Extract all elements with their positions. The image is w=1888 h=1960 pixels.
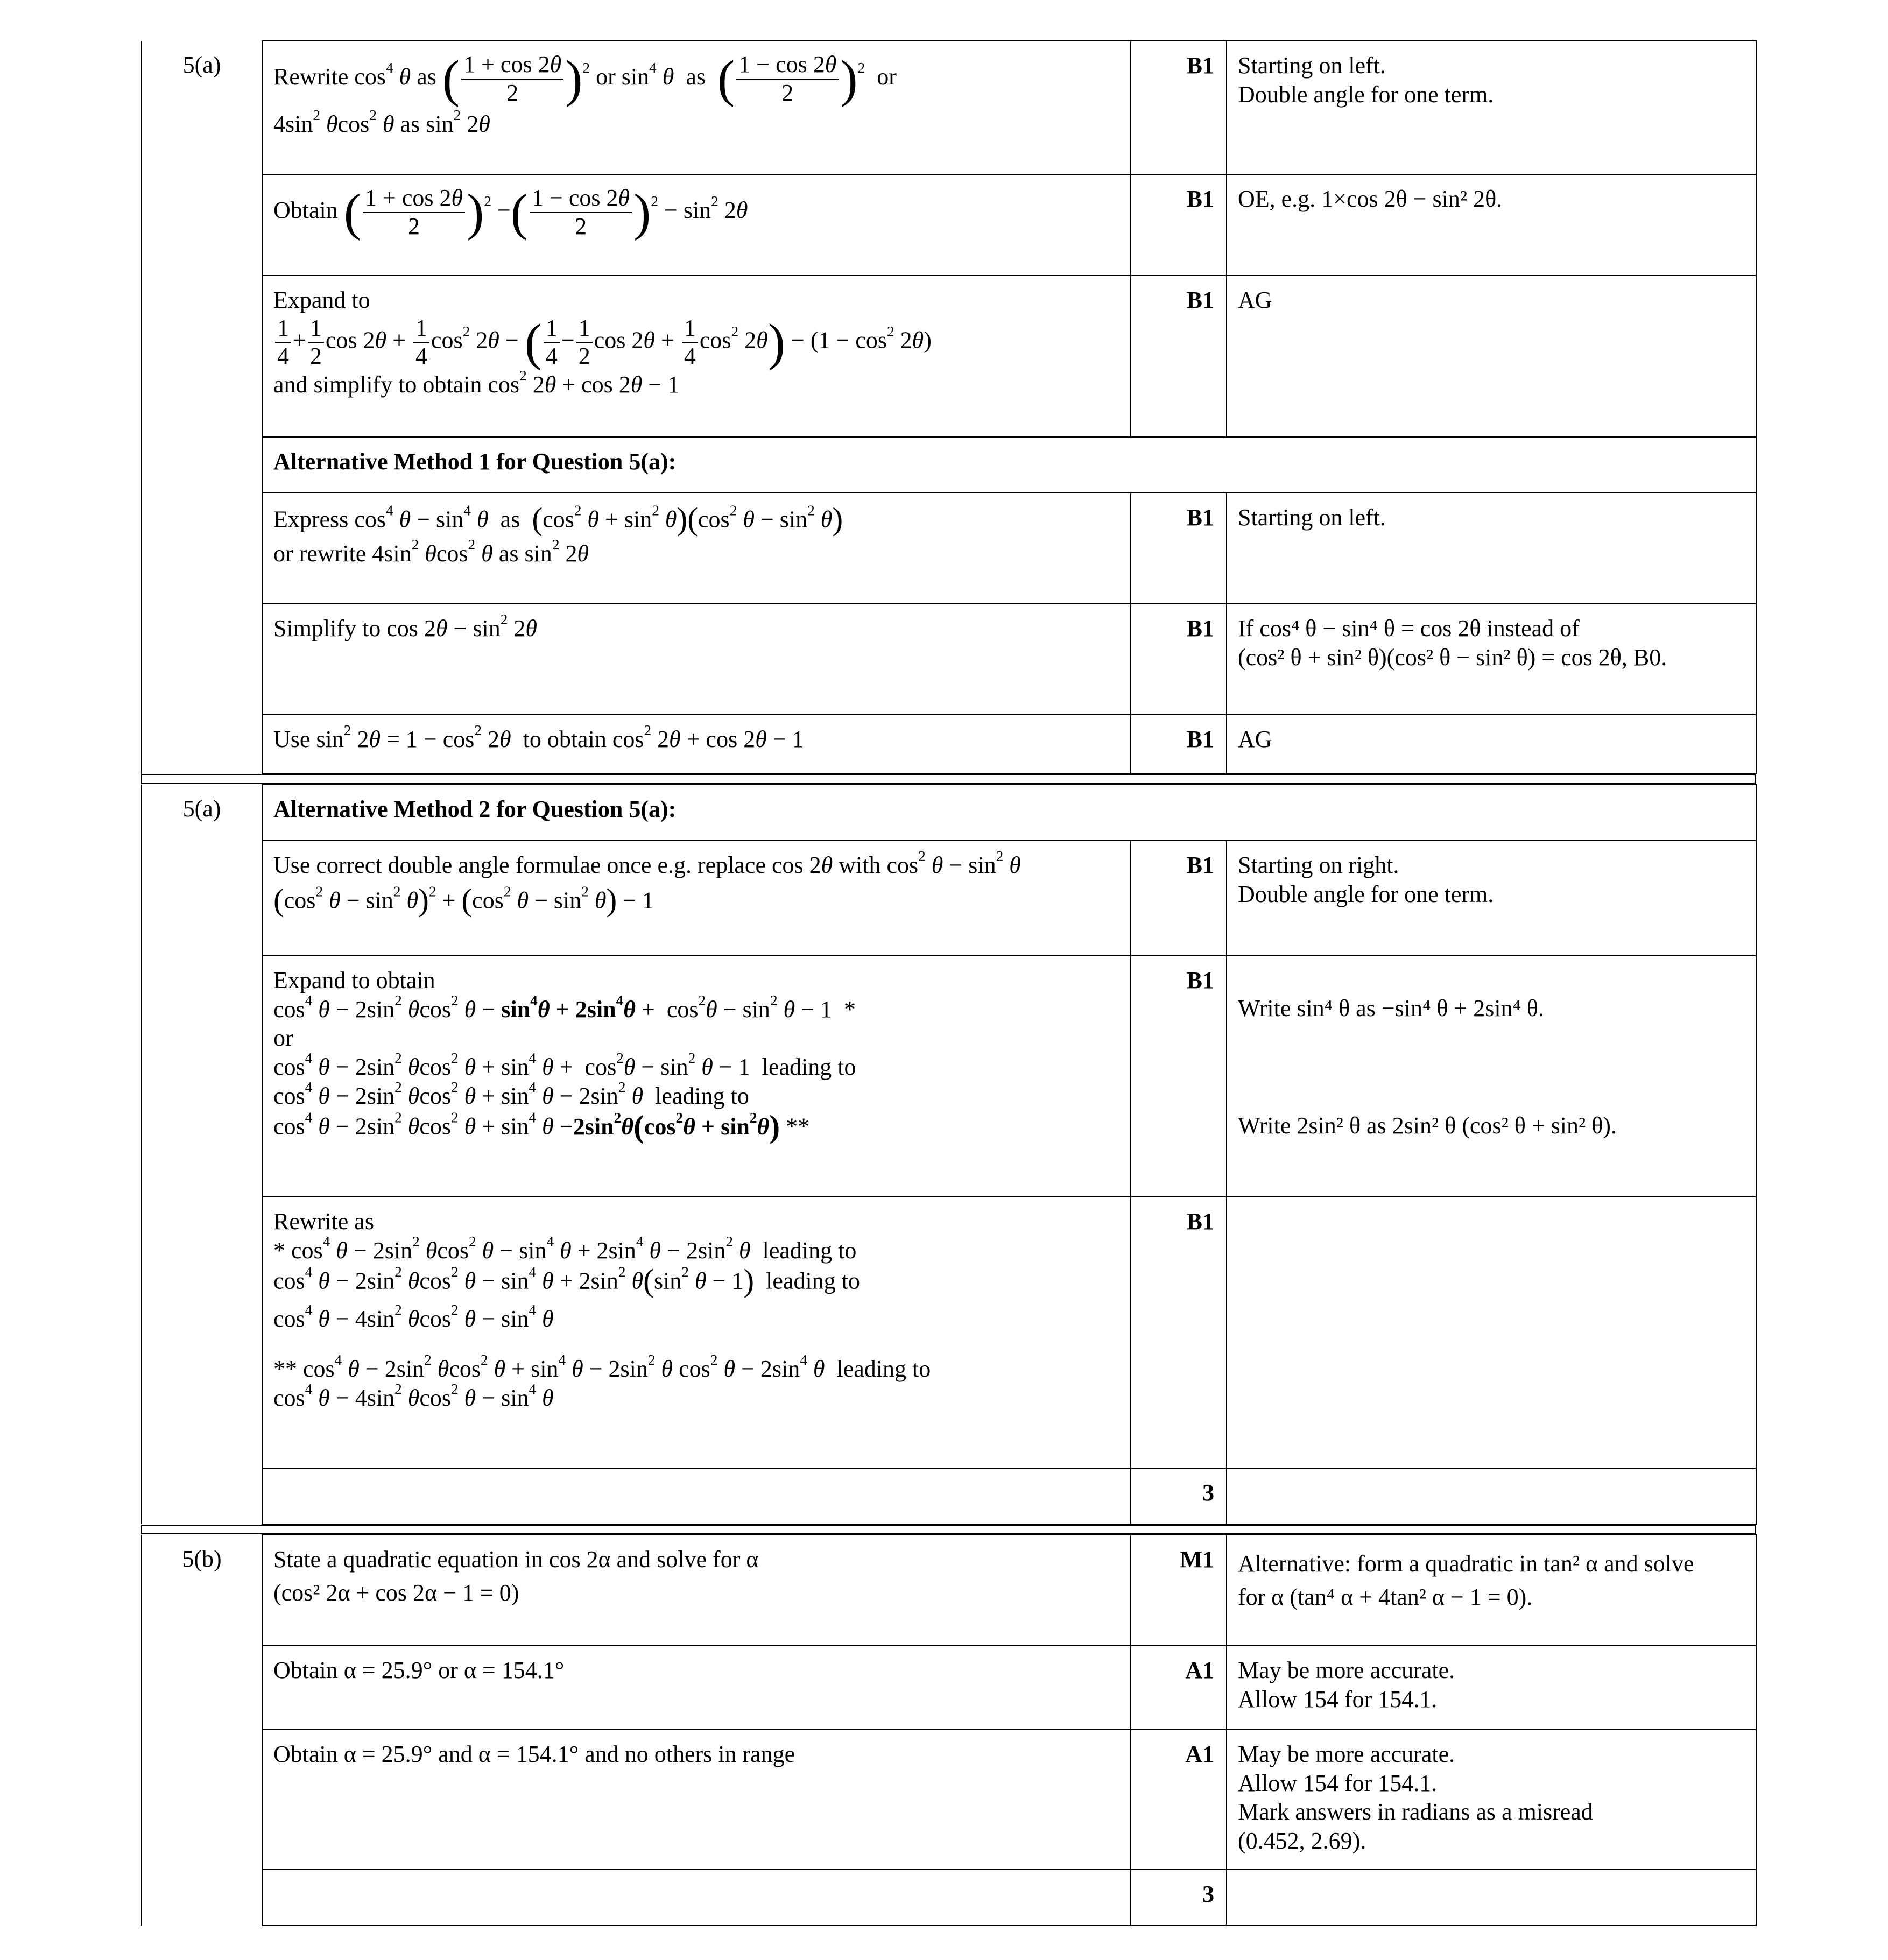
mark-code: B1: [1131, 41, 1227, 174]
total-marks: 3: [1131, 1468, 1227, 1524]
answer-cell: Obtain α = 25.9° or α = 154.1°: [262, 1646, 1131, 1730]
answer-cell: Rewrite as * $\cos^4 \theta - 2\sin^2$ θcos$^2$ $\theta - \sin^4 \theta + 2\sin^4$ $\theta - 2\sin^2$ θ leading to $\cos^4 \theta - 2\sin^2$ θcos$^2$ $\theta - \sin^4 \theta + 2\sin^2$ $\theta(\sin^2$ θ − 1) leading to $\cos^4 \theta - 4\sin^2$ θcos$^2$ $\theta - \sin^4 \theta$ ** $\cos^4 \theta - 2\sin^2$ θcos$^2$ $\theta + \sin^4 \theta - 2\sin^2$ θ $\cos^2 \theta - 2\sin^4$ θ leading to $\cos^4 \theta - 4\sin^2$ θcos$^2$ $\theta - \sin^4 \theta$: [262, 1197, 1131, 1468]
alternative-method-heading: Alternative Method 1 for Question 5(a):: [262, 437, 1756, 493]
mark-code: A1: [1131, 1730, 1227, 1870]
answer-cell: Expand to $\frac{1}{4}$ + $\frac{1}{2}$ cos 2θ + $\frac{1}{4}$ $\cos^2 2\theta$ − ( $\frac{1}{4}$ − $\frac{1}{2}$ cos 2θ + $\frac{1}{4}$ $\cos^2 2\theta) - (1 - \cos^2 2\theta)$ and simplify to obtain $\cos^2 2\theta + \cos 2\theta - 1$: [262, 276, 1131, 437]
guidance-cell: Starting on left. Double angle for one term.: [1227, 41, 1756, 174]
table-row: [142, 1468, 1756, 1524]
guidance-cell: Write sin⁴ θ as −sin⁴ θ + 2sin⁴ θ. Write 2sin² θ as 2sin² θ (cos² θ + sin² θ).: [1227, 956, 1756, 1197]
answer-cell: Obtain ( $\frac{1 + \cos 2\theta}{2}$ )$^2$ −( $\frac{1 - \cos 2\theta}{2}$ )$^2 - \sin^2 2\theta$: [262, 174, 1131, 276]
question-number: 5(a): [142, 41, 262, 774]
answer-cell: Expand to obtain $\cos^4 \theta - 2\sin^2$ θcos$^2$ $\theta - \sin^4\theta + 2\sin^4\theta + \cos^2\theta - \sin^2 \theta - 1$ * or $\cos^4 \theta - 2\sin^2$ θcos$^2$ $\theta + \sin^4 \theta + \cos^2\theta - \sin^2 \theta - 1$ leading to $\cos^4 \theta - 2\sin^2$ θcos$^2$ $\theta + \sin^4 \theta - 2\sin^2$ θ leading to $\cos^4 \theta - 2\sin^2$ θcos$^2$ $\theta + \sin^4 \theta -2\sin^2\theta(\cos^2\theta + \sin^2\theta)$ **: [262, 956, 1131, 1197]
answer-cell: Rewrite $\cos^4 \theta$ as ( $\frac{1 + \cos 2\theta}{2}$ )$^2$ or $\sin^4 \theta$ as ( $\frac{1 - \cos 2\theta}{2}$ )$^2$ or $4\sin^2$ θcos$^2$ θ as $\sin^2 2\theta$: [262, 41, 1131, 174]
table-row: [142, 604, 1756, 715]
guidance-cell: AG: [1227, 715, 1756, 774]
guidance-cell: Alternative: form a quadratic in tan² α and solve for α (tan⁴ α + 4tan² α − 1 = 0).: [1227, 1535, 1756, 1646]
mark-code: B1: [1131, 276, 1227, 437]
table-row: [142, 1646, 1756, 1730]
guidance-cell: Starting on right. Double angle for one term.: [1227, 841, 1756, 956]
section-divider: [141, 1525, 1756, 1534]
table-row: [142, 1535, 1756, 1646]
question-number: 5(a): [142, 785, 262, 1524]
table-row: [142, 785, 1756, 841]
guidance-cell: AG: [1227, 276, 1756, 437]
mark-code: B1: [1131, 174, 1227, 276]
table-row: [142, 1870, 1756, 1926]
table-row: [142, 493, 1756, 604]
table-row: [142, 437, 1756, 493]
table-row: [142, 841, 1756, 956]
guidance-cell: If cos⁴ θ − sin⁴ θ = cos 2θ instead of (cos² θ + sin² θ)(cos² θ − sin² θ) = cos 2θ, B0.: [1227, 604, 1756, 715]
table-row: [142, 1197, 1756, 1468]
guidance-cell: [1227, 1870, 1756, 1926]
table-row: [142, 174, 1756, 276]
mark-code: B1: [1131, 956, 1227, 1197]
section-divider: [141, 774, 1756, 784]
answer-cell: [262, 1468, 1131, 1524]
question-number: 5(b): [142, 1535, 262, 1926]
total-marks: 3: [1131, 1870, 1227, 1926]
table-row: [142, 41, 1756, 174]
guidance-cell: May be more accurate. Allow 154 for 154.1.: [1227, 1646, 1756, 1730]
mark-scheme-table-5a: [141, 40, 1757, 774]
alternative-method-heading: Alternative Method 2 for Question 5(a):: [262, 785, 1756, 841]
table-row: [142, 956, 1756, 1197]
mark-code: M1: [1131, 1535, 1227, 1646]
table-row: [142, 1730, 1756, 1870]
guidance-cell: Starting on left.: [1227, 493, 1756, 604]
mark-scheme: [141, 40, 1756, 1926]
guidance-cell: [1227, 1197, 1756, 1468]
table-row: [142, 715, 1756, 774]
mark-code: B1: [1131, 841, 1227, 956]
table-row: [142, 276, 1756, 437]
mark-code: B1: [1131, 493, 1227, 604]
answer-cell: Express $\cos^4 \theta - \sin^4 \theta$ as ($\cos^2$ $\theta + \sin^2 \theta)(\cos^2$ $\theta - \sin^2 \theta$) or rewrite $4\sin^2$ θcos$^2$ θ as $\sin^2 2\theta$: [262, 493, 1131, 604]
guidance-cell: [1227, 1468, 1756, 1524]
guidance-cell: May be more accurate. Allow 154 for 154.1. Mark answers in radians as a misread (0.452, 2.69).: [1227, 1730, 1756, 1870]
mark-scheme-table-5b: [141, 1534, 1757, 1926]
mark-code: B1: [1131, 715, 1227, 774]
answer-cell: Simplify to $\cos 2\theta - \sin^2 2\theta$: [262, 604, 1131, 715]
answer-cell: Use correct double angle formulae once e.g. replace cos 2θ with $\cos^2 \theta - \sin^2 \theta$ ($\cos^2$ $\theta - \sin^2 \theta)^2 + (\cos^2$ $\theta - \sin^2 \theta) - 1$: [262, 841, 1131, 956]
answer-cell: State a quadratic equation in cos 2α and solve for α (cos² 2α + cos 2α − 1 = 0): [262, 1535, 1131, 1646]
answer-cell: [262, 1870, 1131, 1926]
guidance-cell: OE, e.g. 1×cos 2θ − sin² 2θ.: [1227, 174, 1756, 276]
mark-scheme-table-5a-alt2: [141, 784, 1757, 1525]
mark-code: B1: [1131, 604, 1227, 715]
answer-cell: Obtain α = 25.9° and α = 154.1° and no others in range: [262, 1730, 1131, 1870]
mark-code: B1: [1131, 1197, 1227, 1468]
mark-code: A1: [1131, 1646, 1227, 1730]
answer-cell: Use $\sin^2 2\theta = 1 - \cos^2 2\theta$ to obtain $\cos^2 2\theta + \cos 2\theta - 1$: [262, 715, 1131, 774]
